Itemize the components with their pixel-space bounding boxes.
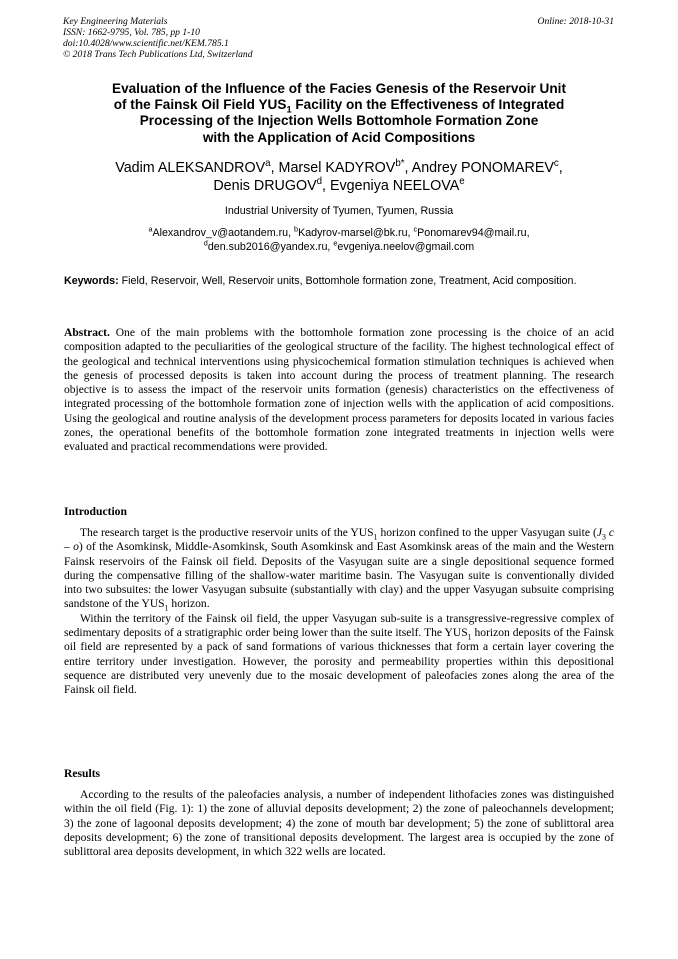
copyright: © 2018 Trans Tech Publications Ltd, Switzerland <box>63 49 253 60</box>
text-run: horizon confined to the upper Vasyugan suite ( <box>377 527 597 539</box>
author-list <box>50 159 628 195</box>
email-list <box>50 226 628 254</box>
author-sup: c <box>553 158 559 170</box>
introduction-heading: Introduction <box>64 505 127 518</box>
author-name: Evgeniya NEELOVA <box>329 178 460 194</box>
abstract-text: One of the main problems with the bottomhole formation zone processing is the choice of an acid composition adapted to the peculiarities of the geological structure of the facility. The highest technological effect of the geological and technical interventions using physicochemical formation stimulation techniques is achieved when the genesis of processed deposits is taken into account during the process of treatment planning. The research objective is to assess the impact of the reservoir units formation (genesis) characteristics on the effectiveness of integrated processing of the bottomhole formation zone of injection wells with the application of acid compositions. Using the geological and routine analysis of the development process parameters for deposits located in various facies zones, the operational benefits of the bottomhole formation zone integrated treatments in injection wells were evaluated and practical recommendations were provided. <box>64 327 614 454</box>
introduction-paragraph-2 <box>64 612 614 698</box>
results-body <box>64 788 614 859</box>
author-sup: e <box>459 176 465 188</box>
author-name: Marsel KADYROV <box>278 160 396 176</box>
email-line-2 <box>50 240 628 254</box>
abstract-label: Abstract. <box>64 327 110 339</box>
results-paragraph-1: According to the results of the paleofacies analysis, a number of independent lithofacies zones was distinguished within the oil field (Fig. 1): 1) the zone of alluvial deposits development; 2) the zone of paleochannels development; 3) the zone of lagoonal deposits development; 4) the zone of mouth bar development; 5) the zone of sublittoral area deposits development; 6) the zone of transitional deposits development. The largest area is occupied by the zone of sublittoral area deposits development, in which 322 wells are located. <box>64 789 614 859</box>
author-name: Denis DRUGOV <box>213 178 317 194</box>
email-link: Alexandrov_v@aotandem.ru, <box>152 227 295 239</box>
formula: c – o <box>64 527 614 554</box>
paper-title <box>50 81 628 146</box>
keywords <box>64 275 614 289</box>
email-line-1 <box>50 226 628 240</box>
author-name: Vadim ALEKSANDROV <box>115 160 266 176</box>
abstract <box>64 326 614 455</box>
doi: doi:10.4028/www.scientific.net/KEM.785.1 <box>63 38 229 49</box>
subscript: 1 <box>373 532 378 542</box>
subscript: 1 <box>164 603 169 613</box>
author-sep: , <box>558 160 563 176</box>
email-link: den.sub2016@yandex.ru, <box>207 241 334 253</box>
title-subscript: 1 <box>286 104 292 115</box>
formula: J <box>596 527 602 539</box>
introduction-paragraph-1 <box>64 526 614 612</box>
author-sep: , <box>404 160 412 176</box>
title-text: Facility on the Effectiveness of Integrated <box>291 97 565 113</box>
email-sup: e <box>333 238 338 248</box>
author-sep: , <box>270 160 279 176</box>
text-run: ) of the Asomkinsk, Middle-Asomkinsk, South Asomkinsk and East Asomkinsk areas of the main and the Western Fainsk reservoirs of the Fainsk oil field. Deposits of the Vasyugan suite are a single depositional sequence formed during the compensative filling of the shallow-water maritime basin. The Vasyugan suite is conventionally divided into two subsuites: the lower Vasyugan subsuite (substantially with clay) and the upper Vasyugan subsuite comprising sandstone of the YUS <box>64 541 614 611</box>
introduction-body <box>64 526 614 698</box>
email-link: Kadyrov-marsel@bk.ru, <box>298 227 414 239</box>
subscript: 3 <box>601 532 606 542</box>
title-text: of the Fainsk Oil Field YUS <box>113 97 287 113</box>
journal-header <box>63 16 253 60</box>
title-line-4: with the Application of Acid Compositions <box>202 129 476 145</box>
text-run: Within the territory of the Fainsk oil field, the upper Vasyugan sub-suite is a transgressive-regressive complex of sedimentary deposits of a stratigraphic order being lower than the suite itself. The YUS <box>64 612 614 640</box>
email-link: evgeniya.neelov@gmail.com <box>337 241 475 253</box>
author-line-1 <box>50 159 628 177</box>
results-heading: Results <box>64 767 101 780</box>
issn: ISSN: 1662-9795, Vol. 785, pp 1-10 <box>63 27 200 38</box>
author-name: Andrey PONOMAREV <box>411 160 554 176</box>
email-sup: a <box>148 224 153 234</box>
text-run: The research target is the productive reservoir units of the YUS <box>80 527 374 539</box>
author-sup: b* <box>395 158 405 170</box>
keywords-label: Keywords: <box>64 275 119 287</box>
email-sup: b <box>294 224 299 234</box>
author-line-2 <box>50 177 628 195</box>
title-line-2 <box>50 97 628 113</box>
email-sup: d <box>203 238 208 248</box>
text-run: horizon. <box>168 598 210 611</box>
email-link: Ponomarev94@mail.ru, <box>417 227 530 239</box>
keywords-text: Field, Reservoir, Well, Reservoir units, Bottomhole formation zone, Treatment, Acid composition. <box>118 275 577 287</box>
title-line-1: Evaluation of the Influence of the Facies Genesis of the Reservoir Unit <box>112 81 566 96</box>
author-sup: d <box>316 176 323 188</box>
author-sep: , <box>322 178 330 194</box>
author-sup: a <box>265 158 271 170</box>
email-sup: c <box>413 224 418 234</box>
subscript: 1 <box>467 632 472 642</box>
text-run: horizon deposits of the Fainsk oil field are represented by a pack of sand formations of various thicknesses that form a certain layer covering the entire territory under investigation. However, the porosity and permeability properties within this depositional sequence are distributed very unevenly due to the mosaic development of paleofacies zones along the area of the Fainsk oil field. <box>64 627 614 697</box>
affiliation: Industrial University of Tyumen, Tyumen, Russia <box>224 205 454 217</box>
online-date: Online: 2018-10-31 <box>537 16 614 27</box>
journal-name: Key Engineering Materials <box>63 16 168 27</box>
title-line-3: Processing of the Injection Wells Bottomhole Formation Zone <box>139 113 539 129</box>
